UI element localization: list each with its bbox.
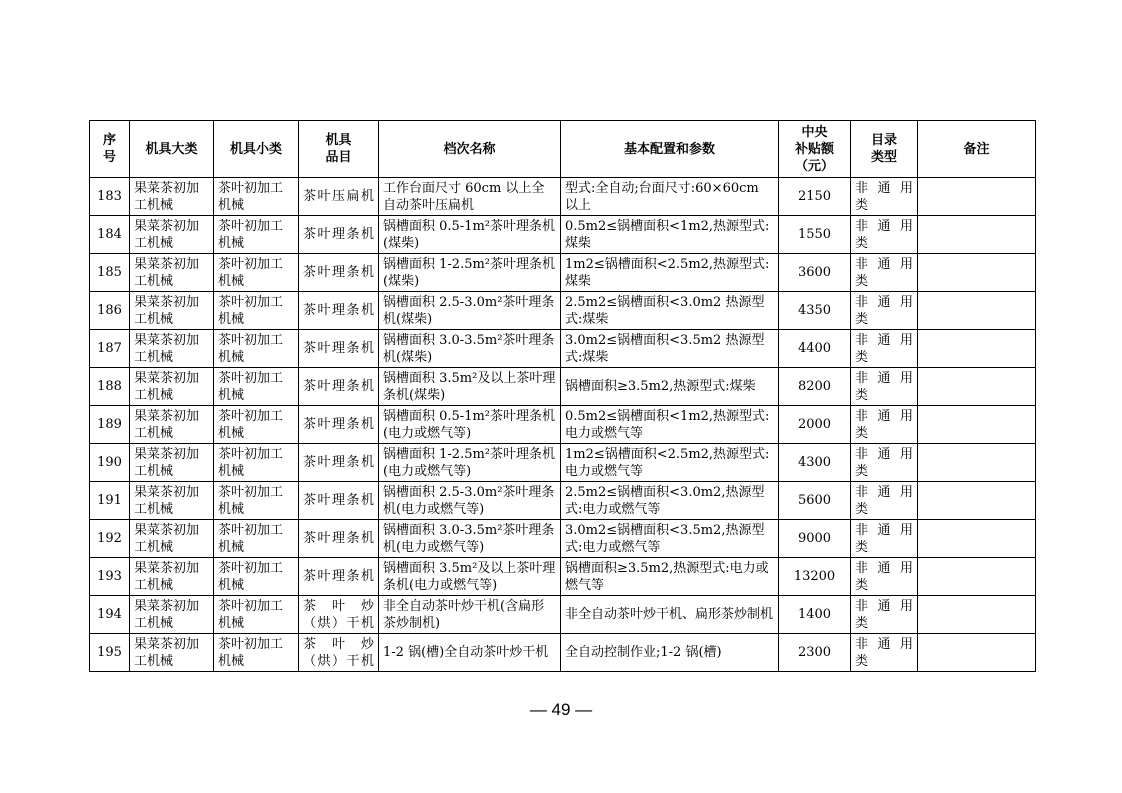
cell-item-text: 茶叶理条机 [303,493,374,508]
cell-grade-name-text: 锅槽面积 3.0-3.5m²茶叶理条机(煤柴) [383,332,555,365]
cell-major-category [130,558,214,596]
cell-major-category [130,482,214,520]
cell-remark [918,216,1036,254]
cell-seq-text: 184 [97,227,122,242]
cell-major-category [130,178,214,216]
cell-catalog-type-text: 非 通 用 类 [855,218,913,251]
cell-seq-text: 192 [97,531,122,546]
cell-seq-text: 195 [97,645,122,660]
cell-catalog-type-text: 非 通 用 类 [855,256,913,289]
cell-subsidy-text: 1550 [797,227,832,242]
cell-catalog-type-text: 非 通 用 类 [855,598,913,631]
cell-seq [90,634,130,672]
table-body [90,178,1036,672]
cell-subsidy [779,482,851,520]
cell-item [299,558,379,596]
cell-minor-category [214,216,299,254]
cell-grade-name-text: 锅槽面积 2.5-3.0m²茶叶理条机(电力或燃气等) [383,484,555,517]
cell-minor-category-text: 茶叶初加工机械 [218,522,284,555]
cell-major-category-text: 果菜茶初加工机械 [134,408,200,441]
cell-catalog-type-text: 非 通 用 类 [855,636,913,669]
cell-seq [90,254,130,292]
cell-seq-text: 186 [97,303,122,318]
cell-item [299,444,379,482]
cell-config-text: 型式:全自动;台面尺寸:60×60cm 以上 [565,180,759,213]
cell-grade-name [379,254,561,292]
cell-major-category [130,444,214,482]
cell-catalog-type [851,444,918,482]
cell-catalog-type [851,368,918,406]
cell-item [299,368,379,406]
header-subsidy: 中央 补贴额 （元） [779,121,851,178]
cell-seq-text: 190 [97,455,122,470]
cell-catalog-type [851,520,918,558]
cell-subsidy-text: 2300 [797,645,832,660]
cell-subsidy-text: 4300 [797,455,832,470]
cell-subsidy-text: 4400 [797,341,832,356]
cell-remark [918,178,1036,216]
table-row [90,254,1036,292]
cell-grade-name [379,406,561,444]
cell-subsidy [779,368,851,406]
cell-seq [90,216,130,254]
cell-config-text: 0.5m2≤锅槽面积<1m2,热源型式:煤柴 [565,218,770,251]
cell-grade-name [379,596,561,634]
cell-major-category [130,330,214,368]
cell-subsidy [779,634,851,672]
header-remark: 备注 [918,121,1036,178]
cell-catalog-type [851,216,918,254]
cell-grade-name-text: 工作台面尺寸 60cm 以上全自动茶叶压扁机 [383,180,545,213]
cell-major-category-text: 果菜茶初加工机械 [134,294,200,327]
cell-config [561,634,779,672]
cell-item [299,520,379,558]
cell-minor-category [214,520,299,558]
cell-item-text: 茶叶理条机 [303,531,374,546]
cell-subsidy [779,330,851,368]
cell-remark [918,596,1036,634]
cell-remark [918,292,1036,330]
cell-minor-category [214,634,299,672]
cell-config-text: 锅槽面积≥3.5m2,热源型式:煤柴 [565,379,756,394]
cell-item [299,482,379,520]
table-row [90,216,1036,254]
header-item: 机具 品目 [299,121,379,178]
cell-item-text: 茶叶理条机 [303,341,374,356]
cell-major-category-text: 果菜茶初加工机械 [134,332,200,365]
cell-minor-category [214,330,299,368]
cell-minor-category-text: 茶叶初加工机械 [218,370,284,403]
cell-config [561,292,779,330]
cell-remark [918,558,1036,596]
cell-major-category [130,254,214,292]
cell-item-text: 茶叶压扁机 [303,189,374,204]
cell-item-text: 茶叶理条机 [303,569,374,584]
cell-config-text: 1m2≤锅槽面积<2.5m2,热源型式:电力或燃气等 [565,446,770,479]
table-row [90,292,1036,330]
cell-seq [90,330,130,368]
cell-grade-name [379,368,561,406]
cell-subsidy [779,178,851,216]
cell-catalog-type [851,482,918,520]
cell-seq-text: 188 [97,379,122,394]
cell-remark [918,634,1036,672]
cell-item [299,406,379,444]
cell-minor-category-text: 茶叶初加工机械 [218,408,284,441]
cell-config-text: 锅槽面积≥3.5m2,热源型式:电力或燃气等 [565,560,769,593]
cell-seq-text: 183 [97,189,122,204]
cell-config [561,216,779,254]
cell-grade-name [379,520,561,558]
table-row [90,406,1036,444]
cell-major-category [130,520,214,558]
cell-subsidy [779,254,851,292]
cell-subsidy [779,292,851,330]
cell-item-text: 茶叶理条机 [303,455,374,470]
cell-grade-name-text: 锅槽面积 3.0-3.5m²茶叶理条机(电力或燃气等) [383,522,555,555]
cell-major-category-text: 果菜茶初加工机械 [134,636,200,669]
cell-item [299,634,379,672]
cell-grade-name [379,482,561,520]
cell-config-text: 2.5m2≤锅槽面积<3.0m2,热源型式:电力或燃气等 [565,484,765,517]
cell-minor-category-text: 茶叶初加工机械 [218,636,284,669]
cell-catalog-type-text: 非 通 用 类 [855,370,913,403]
cell-config-text: 非全自动茶叶炒干机、扁形茶炒制机 [565,607,774,622]
cell-item-text: 茶叶理条机 [303,227,374,242]
cell-catalog-type-text: 非 通 用 类 [855,294,913,327]
cell-seq [90,558,130,596]
cell-item-text: 茶 叶 炒（烘）干机 [303,598,374,631]
cell-catalog-type [851,596,918,634]
cell-catalog-type-text: 非 通 用 类 [855,522,913,555]
cell-major-category-text: 果菜茶初加工机械 [134,370,200,403]
cell-catalog-type [851,178,918,216]
header-grade-name: 档次名称 [379,121,561,178]
cell-config [561,330,779,368]
cell-config-text: 0.5m2≤锅槽面积<1m2,热源型式:电力或燃气等 [565,408,770,441]
cell-subsidy [779,406,851,444]
cell-item [299,596,379,634]
header-seq: 序 号 [90,121,130,178]
cell-catalog-type-text: 非 通 用 类 [855,408,913,441]
cell-grade-name-text: 锅槽面积 3.5m²及以上茶叶理条机(煤柴) [383,370,556,403]
table-row [90,330,1036,368]
cell-config-text: 2.5m2≤锅槽面积<3.0m2 热源型式:煤柴 [565,294,765,327]
table-row [90,520,1036,558]
cell-minor-category-text: 茶叶初加工机械 [218,598,284,631]
cell-minor-category-text: 茶叶初加工机械 [218,256,284,289]
cell-item [299,178,379,216]
cell-config-text: 3.0m2≤锅槽面积<3.5m2,热源型式:电力或燃气等 [565,522,765,555]
cell-item [299,292,379,330]
cell-config-text: 3.0m2≤锅槽面积<3.5m2 热源型式:煤柴 [565,332,765,365]
cell-minor-category [214,596,299,634]
table-row [90,596,1036,634]
cell-catalog-type [851,292,918,330]
cell-grade-name [379,558,561,596]
cell-subsidy-text: 3600 [797,265,832,280]
cell-grade-name-text: 1-2 锅(槽)全自动茶叶炒干机 [383,645,549,660]
cell-config [561,482,779,520]
cell-grade-name-text: 锅槽面积 3.5m²及以上茶叶理条机(电力或燃气等) [383,560,556,593]
cell-seq [90,444,130,482]
cell-catalog-type-text: 非 通 用 类 [855,332,913,365]
cell-remark [918,444,1036,482]
cell-config [561,520,779,558]
cell-major-category [130,596,214,634]
cell-subsidy [779,444,851,482]
cell-remark [918,482,1036,520]
cell-item-text: 茶叶理条机 [303,265,374,280]
cell-item [299,216,379,254]
cell-major-category-text: 果菜茶初加工机械 [134,560,200,593]
cell-grade-name-text: 非全自动茶叶炒干机(含扁形茶炒制机) [383,598,545,631]
cell-item [299,254,379,292]
cell-grade-name-text: 锅槽面积 0.5-1m²茶叶理条机(煤柴) [383,218,556,251]
cell-config [561,444,779,482]
cell-config [561,596,779,634]
cell-minor-category-text: 茶叶初加工机械 [218,180,284,213]
cell-major-category-text: 果菜茶初加工机械 [134,522,200,555]
cell-catalog-type [851,558,918,596]
cell-major-category-text: 果菜茶初加工机械 [134,484,200,517]
table-header-row [90,121,1036,178]
cell-subsidy-text: 4350 [797,303,832,318]
cell-major-category [130,368,214,406]
cell-minor-category [214,444,299,482]
cell-subsidy-text: 13200 [793,569,836,584]
cell-minor-category-text: 茶叶初加工机械 [218,294,284,327]
cell-major-category-text: 果菜茶初加工机械 [134,598,200,631]
cell-remark [918,330,1036,368]
cell-subsidy-text: 1400 [797,607,832,622]
cell-minor-category-text: 茶叶初加工机械 [218,332,284,365]
cell-grade-name [379,330,561,368]
cell-major-category-text: 果菜茶初加工机械 [134,446,200,479]
cell-item-text: 茶 叶 炒（烘）干机 [303,636,374,669]
cell-minor-category [214,406,299,444]
cell-subsidy [779,558,851,596]
table-row [90,178,1036,216]
cell-remark [918,520,1036,558]
cell-seq-text: 189 [97,417,122,432]
cell-grade-name-text: 锅槽面积 1-2.5m²茶叶理条机(电力或燃气等) [383,446,556,479]
cell-minor-category [214,482,299,520]
cell-minor-category [214,558,299,596]
cell-major-category-text: 果菜茶初加工机械 [134,218,200,251]
table-row [90,634,1036,672]
cell-seq-text: 187 [97,341,122,356]
cell-minor-category-text: 茶叶初加工机械 [218,218,284,251]
cell-grade-name [379,292,561,330]
cell-major-category [130,216,214,254]
cell-catalog-type-text: 非 通 用 类 [855,180,913,213]
cell-config [561,558,779,596]
cell-catalog-type-text: 非 通 用 类 [855,560,913,593]
cell-major-category [130,406,214,444]
cell-item-text: 茶叶理条机 [303,303,374,318]
cell-config [561,178,779,216]
cell-catalog-type-text: 非 通 用 类 [855,484,913,517]
cell-grade-name [379,444,561,482]
cell-config [561,254,779,292]
cell-catalog-type [851,254,918,292]
header-major-category: 机具大类 [130,121,214,178]
cell-minor-category-text: 茶叶初加工机械 [218,446,284,479]
header-catalog-type: 目录 类型 [851,121,918,178]
cell-grade-name [379,634,561,672]
cell-catalog-type [851,330,918,368]
table-row [90,558,1036,596]
cell-subsidy-text: 5600 [797,493,832,508]
cell-minor-category [214,178,299,216]
cell-seq [90,520,130,558]
cell-seq-text: 193 [97,569,122,584]
cell-subsidy [779,596,851,634]
cell-subsidy [779,216,851,254]
cell-config [561,368,779,406]
cell-grade-name [379,216,561,254]
cell-seq [90,596,130,634]
cell-minor-category [214,292,299,330]
cell-config-text: 全自动控制作业;1-2 锅(槽) [565,645,722,660]
cell-grade-name-text: 锅槽面积 2.5-3.0m²茶叶理条机(煤柴) [383,294,555,327]
cell-item-text: 茶叶理条机 [303,417,374,432]
cell-subsidy-text: 2000 [797,417,832,432]
cell-item [299,330,379,368]
cell-seq-text: 194 [97,607,122,622]
cell-config [561,406,779,444]
table-row [90,444,1036,482]
cell-seq [90,178,130,216]
cell-grade-name-text: 锅槽面积 1-2.5m²茶叶理条机(煤柴) [383,256,556,289]
cell-item-text: 茶叶理条机 [303,379,374,394]
cell-minor-category [214,368,299,406]
header-config: 基本配置和参数 [561,121,779,178]
cell-seq-text: 185 [97,265,122,280]
cell-remark [918,368,1036,406]
table-row [90,368,1036,406]
cell-remark [918,406,1036,444]
cell-major-category-text: 果菜茶初加工机械 [134,256,200,289]
cell-subsidy [779,520,851,558]
cell-minor-category-text: 茶叶初加工机械 [218,484,284,517]
cell-major-category [130,292,214,330]
cell-subsidy-text: 2150 [797,189,832,204]
table-row [90,482,1036,520]
cell-subsidy-text: 8200 [797,379,832,394]
subsidy-table [89,120,1036,672]
cell-seq-text: 191 [97,493,122,508]
cell-minor-category [214,254,299,292]
cell-major-category-text: 果菜茶初加工机械 [134,180,200,213]
page-number: — 49 — [529,700,593,719]
header-minor-category: 机具小类 [214,121,299,178]
cell-config-text: 1m2≤锅槽面积<2.5m2,热源型式:煤柴 [565,256,770,289]
cell-subsidy-text: 9000 [797,531,832,546]
cell-minor-category-text: 茶叶初加工机械 [218,560,284,593]
cell-seq [90,292,130,330]
cell-remark [918,254,1036,292]
cell-seq [90,368,130,406]
cell-catalog-type [851,634,918,672]
cell-major-category [130,634,214,672]
cell-catalog-type [851,406,918,444]
cell-seq [90,406,130,444]
cell-grade-name [379,178,561,216]
cell-grade-name-text: 锅槽面积 0.5-1m²茶叶理条机(电力或燃气等) [383,408,556,441]
cell-catalog-type-text: 非 通 用 类 [855,446,913,479]
cell-seq [90,482,130,520]
